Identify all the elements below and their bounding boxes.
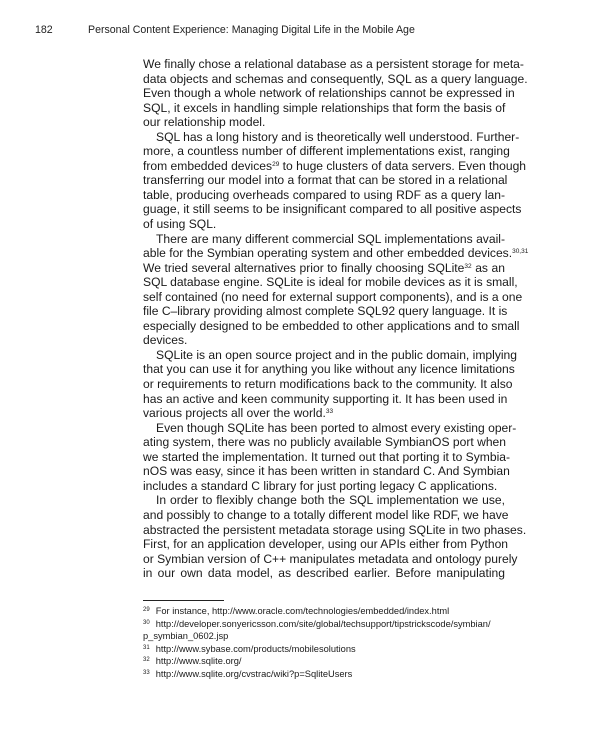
text-line: able for the Symbian operating system and other embedded devices.$^{30,31}$ bbox=[143, 246, 529, 261]
text-line: more, a countless number of different implementations exist, ranging bbox=[143, 144, 510, 159]
footnote-text: http://developer.sonyericsson.com/site/global/techsupport/tipstrickscode/symbian/ bbox=[155, 618, 491, 629]
footnote-32 bbox=[143, 655, 513, 668]
text-line: abstracted the persistent metadata storage using SQLite in two phases. bbox=[143, 522, 527, 537]
footnote-ref[interactable]: 32 bbox=[464, 262, 472, 270]
text-line: has an active and keen community supporting it. It has been used in bbox=[143, 391, 508, 406]
text-line: self contained (no need for external support components), and is a one bbox=[143, 289, 523, 304]
text-line: data objects and schemas and consequently, SQL as a query language. bbox=[143, 71, 528, 86]
text-line: we started the implementation. It turned out that porting it to Symbia- bbox=[143, 449, 511, 464]
body-text bbox=[143, 57, 529, 581]
footnote-number: 31 bbox=[143, 644, 150, 651]
text-line: In order to flexibly change both the SQL implementation we use, bbox=[156, 493, 505, 508]
paragraph bbox=[143, 347, 518, 421]
paragraph bbox=[143, 493, 527, 581]
paragraph bbox=[143, 57, 528, 130]
text-line: We tried several alternatives prior to finally choosing SQLite$^{32}$ as an bbox=[143, 260, 505, 275]
text-line: especially designed to be embedded to other applications and to small bbox=[143, 318, 520, 333]
text-line: in our own data model, as described earlier. Before manipulating bbox=[143, 566, 505, 581]
footnote-text: http://www.sqlite.org/ bbox=[155, 656, 242, 667]
footnote-ref[interactable]: 33 bbox=[325, 408, 334, 416]
footnote-ref[interactable]: 30,31 bbox=[512, 248, 529, 256]
text-line: our relationship model. bbox=[143, 115, 266, 130]
footnote-text: http://www.sybase.com/products/mobilesolutions bbox=[155, 643, 356, 654]
page-number: 182 bbox=[35, 24, 53, 36]
footnote-33 bbox=[143, 668, 513, 681]
footnote-ref[interactable]: 29 bbox=[272, 160, 280, 168]
text-line: or requirements to return modifications back to the community. It also bbox=[143, 377, 513, 392]
footnote-text: http://www.sqlite.org/cvstrac/wiki?p=SqliteUsers bbox=[155, 668, 353, 679]
text-line: There are many different commercial SQL implementations avail- bbox=[156, 231, 505, 246]
footnote-31 bbox=[143, 643, 513, 656]
text-line: transferring our model into a format that can be stored in a relational bbox=[143, 173, 508, 188]
footnote-rule bbox=[143, 600, 224, 601]
footnote-number: 32 bbox=[143, 657, 150, 664]
footnote-number: 30 bbox=[143, 619, 150, 626]
text-line: and possibly to change to a totally different model like RDF, we have bbox=[143, 507, 509, 522]
footnote-text-continuation: p_symbian_0602.jsp bbox=[143, 631, 229, 642]
paragraph bbox=[143, 129, 527, 232]
text-line: table, producing overheads compared to using RDF as a query lan- bbox=[143, 187, 505, 202]
footnote-number: 29 bbox=[143, 607, 150, 613]
text-line: SQL has a long history and is theoretically well understood. Further- bbox=[156, 129, 520, 144]
text-line: nOS was easy, since it has been written in standard C. And Symbian bbox=[143, 464, 510, 479]
text-line: file C–library providing almost complete SQL92 query language. It is bbox=[143, 304, 508, 319]
text-line: that you can use it for anything you like without any licence limitations bbox=[143, 362, 515, 377]
text-line: SQLite is an open source project and in the public domain, implying bbox=[156, 347, 518, 362]
text-line: Even though a whole network of relationships cannot be expressed in bbox=[143, 86, 515, 101]
text-line: SQL, it excels in handling simple relationships that form the basis of bbox=[143, 100, 506, 115]
text-line: various projects all over the world.$^{33}$ bbox=[143, 406, 334, 421]
text-line: guage, it still seems to be insignificant compared to all positive aspects bbox=[143, 202, 522, 217]
text-line: devices. bbox=[143, 333, 188, 348]
running-title: Personal Content Experience: Managing Digital Life in the Mobile Age bbox=[88, 24, 415, 36]
text-line: from embedded devices$^{29}$ to huge clusters of data servers. Even though bbox=[143, 158, 527, 173]
footnote-text: For instance, http://www.oracle.com/technologies/embedded/index.html bbox=[155, 606, 450, 616]
text-line: Even though SQLite has been ported to almost every existing oper- bbox=[156, 420, 517, 435]
footnote-29 bbox=[143, 605, 513, 618]
paragraph bbox=[143, 231, 529, 348]
text-line: First, for an application developer, using our APIs either from Python bbox=[143, 537, 509, 552]
text-line: includes a standard C library for just porting legacy C applications. bbox=[143, 478, 498, 493]
text-line: ating system, there was no publicly available SymbianOS port when bbox=[143, 435, 506, 450]
text-line: of using SQL. bbox=[143, 217, 217, 232]
text-line: SQL database engine. SQLite is ideal for mobile devices as it is small, bbox=[143, 275, 518, 290]
footnotes bbox=[143, 605, 513, 681]
footnote-number: 33 bbox=[143, 669, 150, 676]
text-line: We finally chose a relational database as a persistent storage for meta- bbox=[143, 57, 524, 71]
text-line: or Symbian version of C++ manipulates metadata and ontology purely bbox=[143, 551, 518, 566]
footnote-30 bbox=[143, 618, 513, 643]
paragraph bbox=[143, 420, 517, 494]
